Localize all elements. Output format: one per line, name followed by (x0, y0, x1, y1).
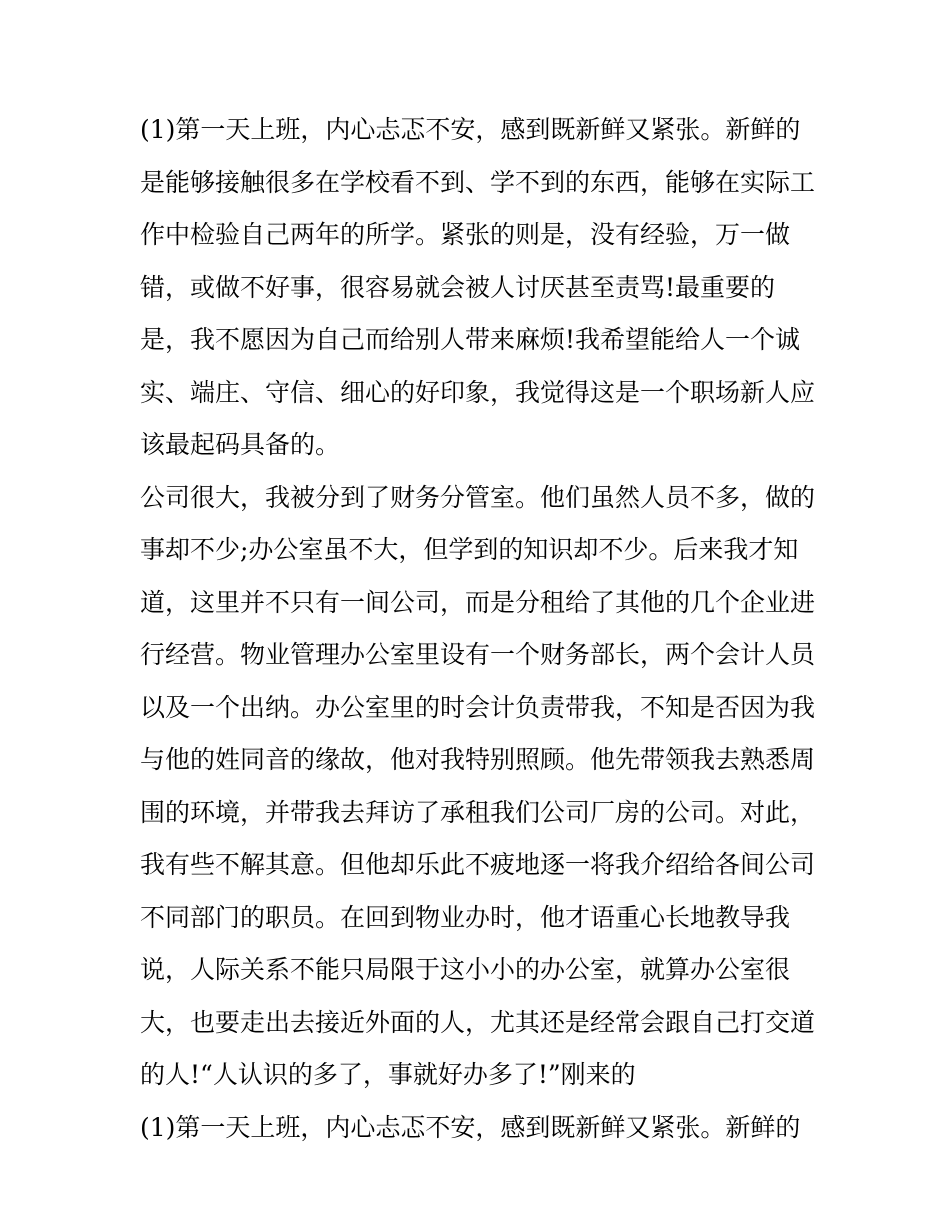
text-line-6: 实、端庄、守信、细心的好印象，我觉得这是一个职场新人应 (140, 377, 816, 407)
text-line-16: 不同部门的职员。在回到物业办时，他才语重心长地教导我 (140, 902, 791, 932)
text-line-10: 道，这里并不只有一间公司，而是分租给了其他的几个企业进 (140, 587, 816, 617)
text-line-19: 的人!“人认识的多了，事就好办多了!”刚来的 (140, 1060, 636, 1089)
text-line-8: 公司很大，我被分到了财务分管室。他们虽然人员不多，做的 (140, 482, 816, 512)
text-line-13: 与他的姓同音的缘故，他对我特别照顾。他先带领我去熟悉周 (140, 745, 816, 774)
text-line-3: 作中检验自己两年的所学。紧张的则是，没有经验，万一做 (140, 220, 791, 249)
text-line-17: 说，人际关系不能只局限于这小小的办公室，就算办公室很 (140, 955, 791, 984)
text-line-1: (1)第一天上班，内心忐忑不安，感到既新鲜又紧张。新鲜的 (140, 115, 801, 144)
text-line-4: 错，或做不好事，很容易就会被人讨厌甚至责骂!最重要的 (140, 272, 776, 302)
document-body (140, 104, 820, 1154)
text-line-9: 事却不少;办公室虽不大，但学到的知识却不少。后来我才知 (140, 535, 799, 564)
text-line-5: 是，我不愿因为自己而给别人带来麻烦!我希望能给人一个诚 (140, 325, 801, 354)
text-line-12: 以及一个出纳。办公室里的时会计负责带我，不知是否因为我 (140, 692, 816, 722)
text-line-7: 该最起码具备的。 (140, 430, 341, 459)
text-line-11: 行经营。物业管理办公室里设有一个财务部长，两个会计人员 (140, 640, 816, 669)
text-line-20: (1)第一天上班，内心忐忑不安，感到既新鲜又紧张。新鲜的 (140, 1112, 801, 1142)
text-line-2: 是能够接触很多在学校看不到、学不到的东西，能够在实际工 (140, 167, 816, 197)
text-line-18: 大，也要走出去接近外面的人，尤其还是经常会跟自己打交道 (140, 1007, 816, 1037)
text-line-14: 围的环境，并带我去拜访了承租我们公司厂房的公司。对此， (140, 797, 816, 827)
text-line-15: 我有些不解其意。但他却乐此不疲地逐一将我介绍给各间公司 (140, 850, 816, 879)
